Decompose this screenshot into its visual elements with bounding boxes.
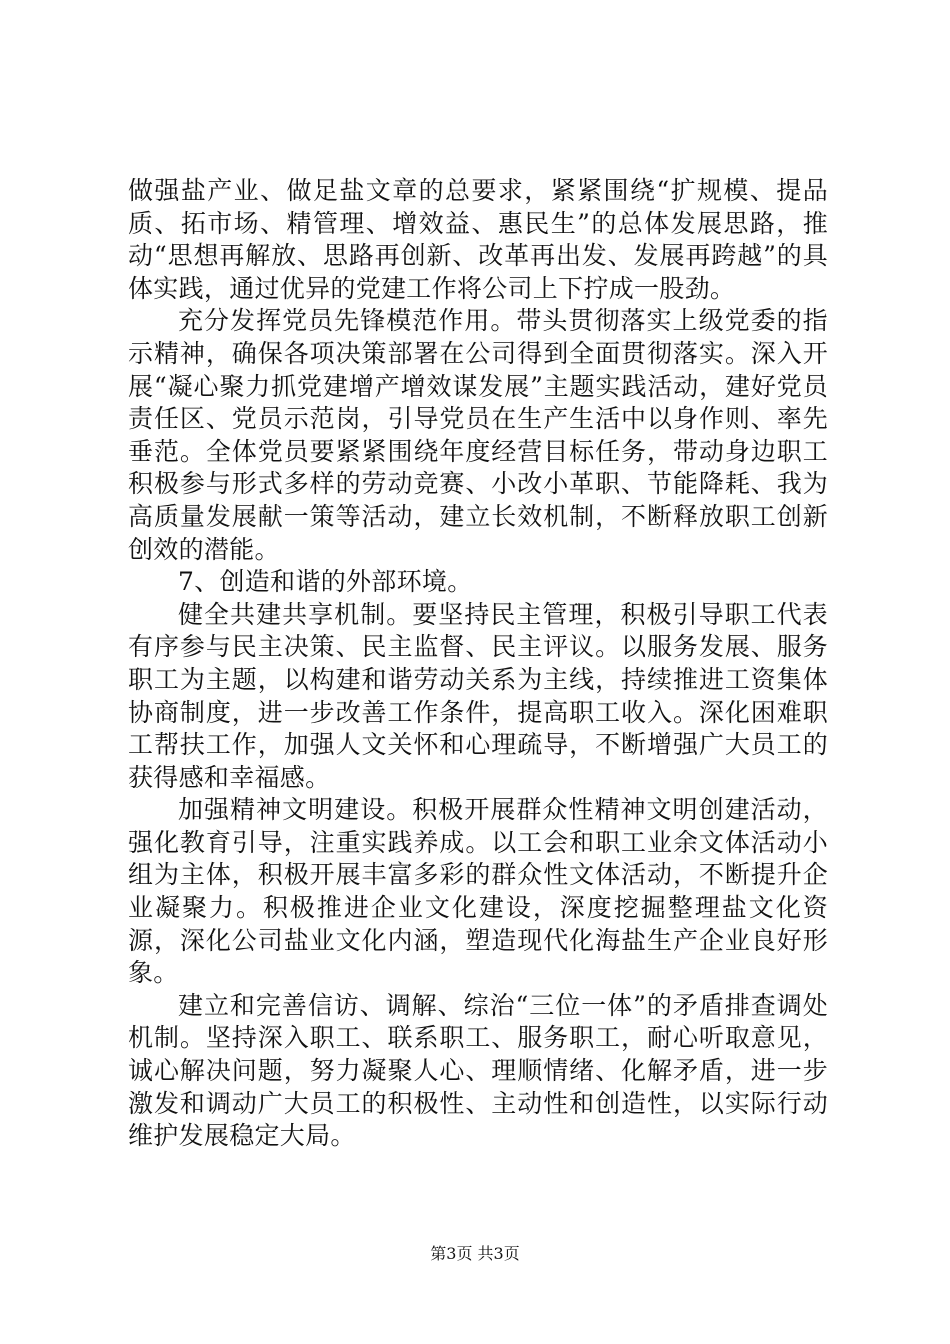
paragraph-dispute-mechanism: 建立和完善信访、调解、综治“三位一体”的矛盾排查调处机制。坚持深入职工、联系职工、服务职工，耐心听取意见，诚心解决问题，努力凝聚人心、理顺情绪、化解矛盾，进一步激发和调动广大员工的积极性、主动性和创造性，以实际行动维护发展稳定大局。 [128, 990, 828, 1151]
page-number-footer: 第3页 共3页 [430, 1244, 520, 1263]
page-body [128, 175, 828, 1153]
section-heading-7: 7、创造和谐的外部环境。 [178, 567, 473, 597]
paragraph-party-members: 充分发挥党员先锋模范作用。带头贯彻落实上级党委的指示精神，确保各项决策部署在公司得到全面贯彻落实。深入开展“凝心聚力抓党建增产增效谋发展”主题实践活动，建好党员责任区、党员示范岗，引导党员在生产生活中以身作则、率先垂范。全体党员要紧紧围绕年度经营目标任务，带动身边职工积极参与形式多样的劳动竞赛、小改小革职、节能降耗、我为高质量发展献一策等活动，建立长效机制，不断释放职工创新创效的潜能。 [128, 306, 828, 564]
paragraph-spiritual-civilization: 加强精神文明建设。积极开展群众性精神文明创建活动，强化教育引导，注重实践养成。以工会和职工业余文体活动小组为主体，积极开展丰富多彩的群众性文体活动，不断提升企业凝聚力。积极推进企业文化建设，深度挖掘整理盐文化资源，深化公司盐业文化内涵，塑造现代化海盐生产企业良好形象。 [128, 795, 828, 988]
paragraph-continuation: 做强盐产业、做足盐文章的总要求，紧紧围绕“扩规模、提品质、拓市场、精管理、增效益、惠民生”的总体发展思路，推动“思想再解放、思路再创新、改革再出发、发展再跨越”的具体实践，通过优异的党建工作将公司上下拧成一股劲。 [128, 176, 828, 303]
paragraph-shared-mechanism: 健全共建共享机制。要坚持民主管理，积极引导职工代表有序参与民主决策、民主监督、民主评议。以服务发展、服务职工为主题，以构建和谐劳动关系为主线，持续推进工资集体协商制度，进一步改善工作条件，提高职工收入。深化困难职工帮扶工作，加强人文关怀和心理疏导，不断增强广大员工的获得感和幸福感。 [128, 599, 828, 792]
